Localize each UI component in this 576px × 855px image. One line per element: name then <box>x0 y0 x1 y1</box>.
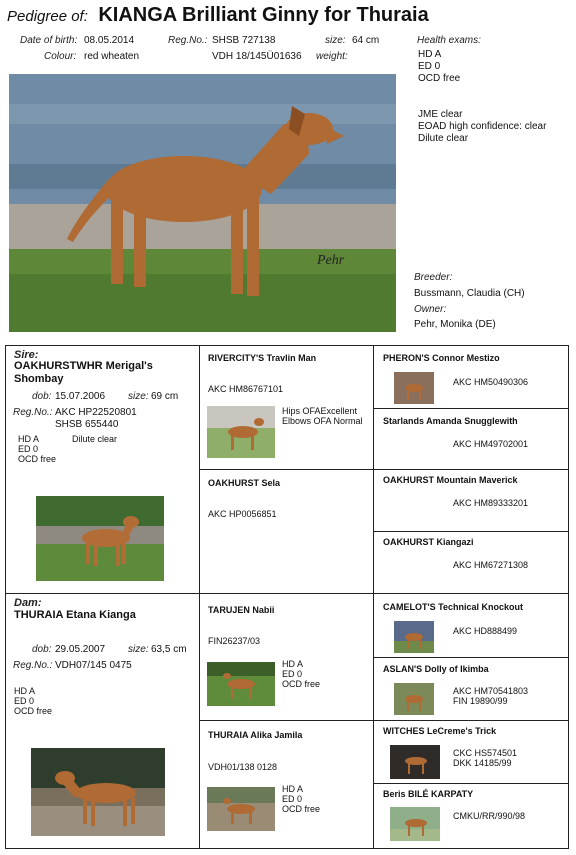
health-item: HD A <box>418 49 442 60</box>
dam-size-label: size: <box>128 644 149 655</box>
sire-size: 69 cm <box>151 391 179 402</box>
sire-dilute: Dilute clear <box>72 434 118 444</box>
health-item: ED 0 <box>14 696 35 706</box>
gp-ss-notes <box>282 406 363 426</box>
gp-dd-name: THURAIA Alika Jamila <box>208 730 303 740</box>
dam-regno: VDH07/145 0475 <box>55 660 132 671</box>
sire-health <box>18 434 56 464</box>
dob-label: Date of birth: <box>20 35 78 46</box>
ggp-dsd-photo <box>394 683 434 715</box>
reg-item: DKK 14185/99 <box>453 758 512 768</box>
reg-item: AKC HM70541803 <box>453 686 529 696</box>
health-item: HD A <box>14 686 36 696</box>
ggp-ddd-name: Beris BILÉ KARPATY <box>383 789 474 799</box>
sire-label: Sire: <box>14 349 39 361</box>
sire-regno-label: Reg.No.: <box>13 407 53 418</box>
ggp-ssd-name: Starlands Amanda Snugglewith <box>383 416 518 426</box>
breeder-name: Bussmann, Claudia (CH) <box>414 288 525 299</box>
ggp-sdd-reg: AKC HM67271308 <box>453 560 529 570</box>
size-value: 64 cm <box>352 35 380 46</box>
ggp-sds-reg: AKC HM89333201 <box>453 498 529 508</box>
gp-dd-reg: VDH01/138 0128 <box>208 762 278 772</box>
gp-ds-name: TARUJEN Nabii <box>208 605 275 615</box>
colour-label: Colour: <box>44 51 77 62</box>
ggp-ssd-reg: AKC HM49702001 <box>453 439 529 449</box>
gp-dd-notes <box>282 784 320 814</box>
gp-dd-photo <box>207 787 275 831</box>
ggp-dss-photo <box>394 621 434 653</box>
ggp-dsd-reg <box>453 686 528 706</box>
ggp-dss-reg: AKC HD888499 <box>453 626 518 636</box>
owner-name: Pehr, Monika (DE) <box>414 319 496 330</box>
size-label: size: <box>325 35 346 46</box>
health-item: JME clear <box>418 109 463 120</box>
sire-photo <box>36 496 164 581</box>
title-prefix: Pedigree of: <box>7 8 88 25</box>
note-item: ED 0 <box>282 794 303 804</box>
main-dog-photo <box>9 74 396 332</box>
gp-ss-reg: AKC HM86767101 <box>208 384 284 394</box>
sire-name: OAKHURSTWHR Merigal's Shombay <box>14 360 153 385</box>
dam-name: THURAIA Etana Kianga <box>14 609 136 621</box>
health-item: ED 0 <box>418 61 441 72</box>
gp-ds-notes <box>282 659 320 689</box>
dam-size: 63,5 cm <box>151 644 187 655</box>
dog-name: KIANGA Brilliant Ginny for Thuraia <box>98 4 429 26</box>
sire-dob: 15.07.2006 <box>55 391 106 402</box>
gp-ds-photo <box>207 662 275 706</box>
dam-dob: 29.05.2007 <box>55 644 106 655</box>
sire-size-label: size: <box>128 391 149 402</box>
gp-ss-photo <box>207 406 275 458</box>
regno-value-1: SHSB 727138 <box>212 35 276 46</box>
health-item: ED 0 <box>18 444 39 454</box>
health-item: Dilute clear <box>418 133 469 144</box>
note-item: OCD free <box>282 804 321 814</box>
gp-ss-name: RIVERCITY'S Travlin Man <box>208 353 317 363</box>
ggp-ddd-reg: CMKU/RR/990/98 <box>453 811 526 821</box>
ggp-dds-photo <box>390 745 440 779</box>
note-item: OCD free <box>282 679 321 689</box>
page-title <box>7 4 429 27</box>
regno-label: Reg.No.: <box>168 35 208 46</box>
reg-item: CKC HS574501 <box>453 748 518 758</box>
health-item: HD A <box>18 434 40 444</box>
health-item: EOAD high confidence: clear <box>418 121 547 132</box>
ggp-sdd-name: OAKHURST Kiangazi <box>383 537 474 547</box>
regno-value-2: VDH 18/145Ü01636 <box>212 51 302 62</box>
gp-sd-reg: AKC HP0056851 <box>208 509 277 519</box>
weight-label: weight: <box>316 51 348 62</box>
health-item: OCD free <box>14 706 53 716</box>
dam-health <box>14 686 52 716</box>
dam-photo <box>31 748 165 836</box>
sire-dob-label: dob: <box>32 391 52 402</box>
colour-value: red wheaten <box>84 51 140 62</box>
ggp-sss-reg: AKC HM50490306 <box>453 377 529 387</box>
ggp-sds-name: OAKHURST Mountain Maverick <box>383 475 518 485</box>
ggp-dds-reg <box>453 748 517 768</box>
health-list-2 <box>418 109 546 145</box>
owner-label: Owner: <box>414 304 447 315</box>
note-item: HD A <box>282 659 304 669</box>
dam-regno-label: Reg.No.: <box>13 660 53 671</box>
gp-sd-name: OAKHURST Sela <box>208 478 281 488</box>
ggp-ddd-photo <box>390 807 440 841</box>
dam-dob-label: dob: <box>32 644 52 655</box>
ggp-dsd-name: ASLAN'S Dolly of Ikimba <box>383 664 489 674</box>
photo-signature: Pehr <box>317 253 345 268</box>
note-item: HD A <box>282 784 304 794</box>
ggp-dds-name: WITCHES LeCreme's Trick <box>383 726 497 736</box>
health-label: Health exams: <box>417 35 481 46</box>
ggp-sss-name: PHERON'S Connor Mestizo <box>383 353 500 363</box>
ggp-sss-photo <box>394 372 434 404</box>
health-list-1 <box>418 49 460 85</box>
sire-regno-1: AKC HP22520801 <box>55 407 137 418</box>
health-item: OCD free <box>18 454 57 464</box>
note-item: Hips OFAExcellent <box>282 406 358 416</box>
gp-ds-reg: FIN26237/03 <box>208 636 261 646</box>
ggp-dss-name: CAMELOT'S Technical Knockout <box>383 602 523 612</box>
dam-label: Dam: <box>14 597 42 609</box>
dob-value: 08.05.2014 <box>84 35 135 46</box>
reg-item: FIN 19890/99 <box>453 696 508 706</box>
health-item: OCD free <box>418 73 461 84</box>
note-item: Elbows OFA Normal <box>282 416 363 426</box>
note-item: ED 0 <box>282 669 303 679</box>
sire-regno-2: SHSB 655440 <box>55 419 119 430</box>
breeder-label: Breeder: <box>414 272 453 283</box>
